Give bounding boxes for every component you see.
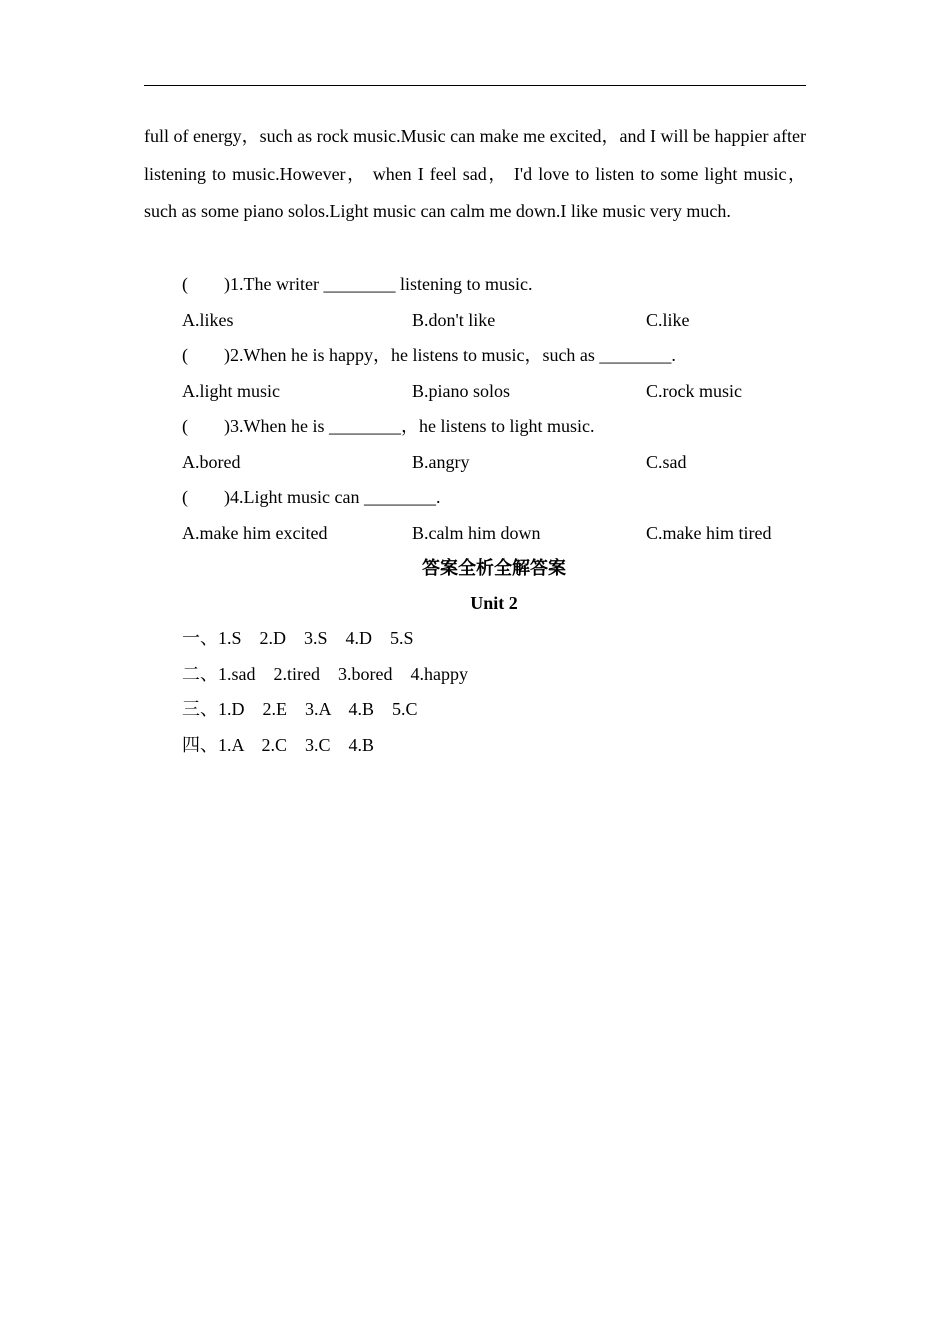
question-3-option-a: A.bored	[182, 452, 241, 472]
header-rule	[144, 85, 806, 86]
question-1-option-b: B.don't like	[412, 310, 496, 330]
question-1-option-a: A.likes	[182, 310, 234, 330]
question-4-stem: ( )4.Light music can ________.	[182, 487, 441, 507]
question-3-option-b: B.angry	[412, 452, 470, 472]
answer-row-2: 二、1.sad 2.tired 3.bored 4.happy	[182, 664, 468, 684]
answer-unit-title: Unit 2	[470, 593, 518, 613]
answer-heading: 答案全析全解答案	[422, 558, 566, 578]
question-2-option-c: C.rock music	[646, 381, 742, 401]
passage-text: full of energy，such as rock music.Music can make me excited，and I will be happier after listening to music.However， when I feel sad， I'd love to listen to some light music， such as some piano solos.Light music can calm me down.I like music very much.	[144, 126, 806, 221]
question-1-stem: ( )1.The writer ________ listening to music.	[182, 274, 533, 294]
answer-row-3: 三、1.D 2.E 3.A 4.B 5.C	[182, 699, 418, 719]
question-2-option-a: A.light music	[182, 381, 280, 401]
question-4-option-a: A.make him excited	[182, 523, 328, 543]
question-2-option-b: B.piano solos	[412, 381, 511, 401]
question-3-stem: ( )3.When he is ________，he listens to light music.	[182, 416, 595, 436]
question-2-stem: ( )2.When he is happy，he listens to music，such as ________.	[182, 345, 676, 365]
question-1-option-c: C.like	[646, 310, 690, 330]
question-4-option-c: C.make him tired	[646, 523, 772, 543]
question-4-option-b: B.calm him down	[412, 523, 541, 543]
answer-row-4: 四、1.A 2.C 3.C 4.B	[182, 735, 375, 755]
question-3-option-c: C.sad	[646, 452, 687, 472]
answer-row-1: 一、1.S 2.D 3.S 4.D 5.S	[182, 628, 414, 648]
